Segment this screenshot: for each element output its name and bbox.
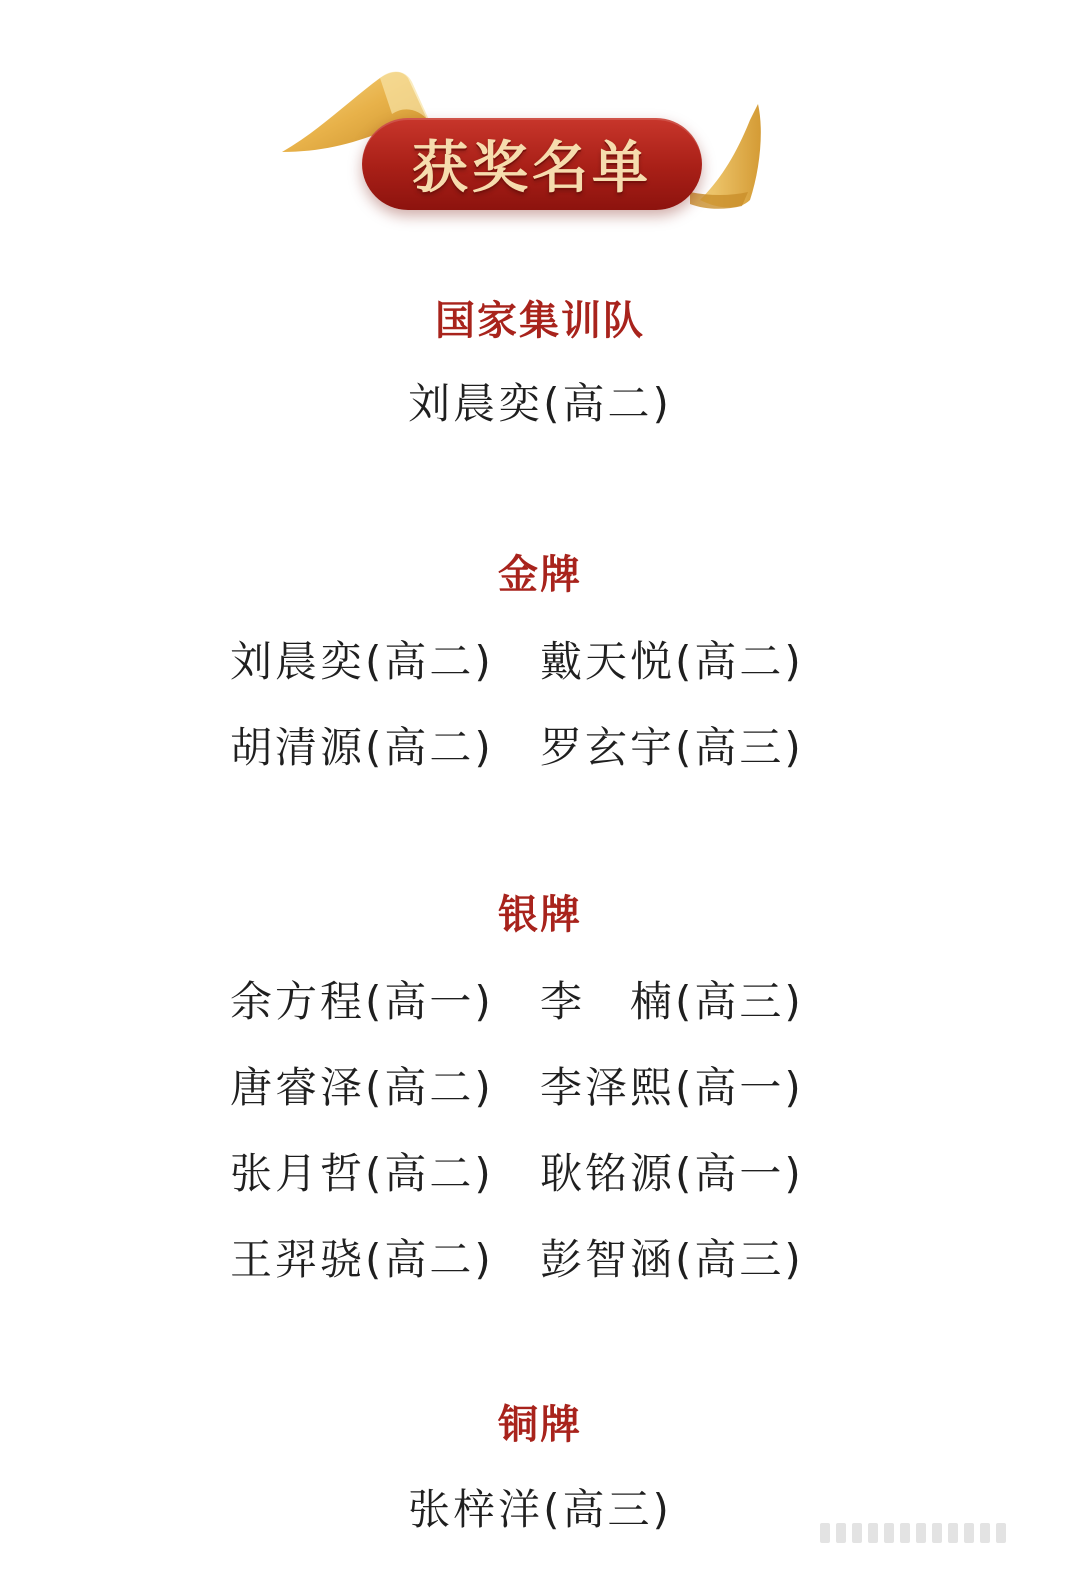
watermark-bars	[820, 1522, 1050, 1544]
gold-heading: 金牌	[498, 552, 582, 598]
national-team-member: 刘晨奕(高二)	[408, 379, 672, 428]
gold-list	[230, 616, 850, 788]
list-row	[230, 1214, 850, 1300]
list-item: 李泽熙(高一)	[540, 1063, 804, 1112]
list-item: 耿铭源(高一)	[540, 1149, 804, 1198]
list-item: 张月哲(高二)	[230, 1149, 494, 1198]
bronze-heading: 铜牌	[498, 1402, 582, 1448]
banner-pill	[362, 118, 702, 210]
list-row	[230, 1042, 850, 1128]
list-item: 王羿骁(高二)	[230, 1235, 494, 1284]
list-row	[230, 956, 850, 1042]
list-item: 唐睿泽(高二)	[230, 1063, 494, 1112]
bronze-member: 张梓洋(高三)	[408, 1485, 672, 1534]
list-item: 彭智涵(高三)	[540, 1235, 804, 1284]
national-team-heading: 国家集训队	[435, 298, 645, 344]
list-item: 刘晨奕(高二)	[230, 637, 494, 686]
list-item: 余方程(高一)	[230, 977, 494, 1026]
list-row	[230, 702, 850, 788]
silver-heading: 银牌	[498, 892, 582, 938]
silver-list	[230, 956, 850, 1300]
list-row	[230, 1128, 850, 1214]
list-item: 李 楠(高三)	[540, 977, 804, 1026]
page-title: 获奖名单	[412, 136, 652, 201]
title-banner	[280, 60, 780, 240]
list-item: 胡清源(高二)	[230, 723, 494, 772]
list-item: 戴天悦(高二)	[540, 637, 804, 686]
list-item: 罗玄宇(高三)	[540, 723, 804, 772]
list-row	[230, 616, 850, 702]
